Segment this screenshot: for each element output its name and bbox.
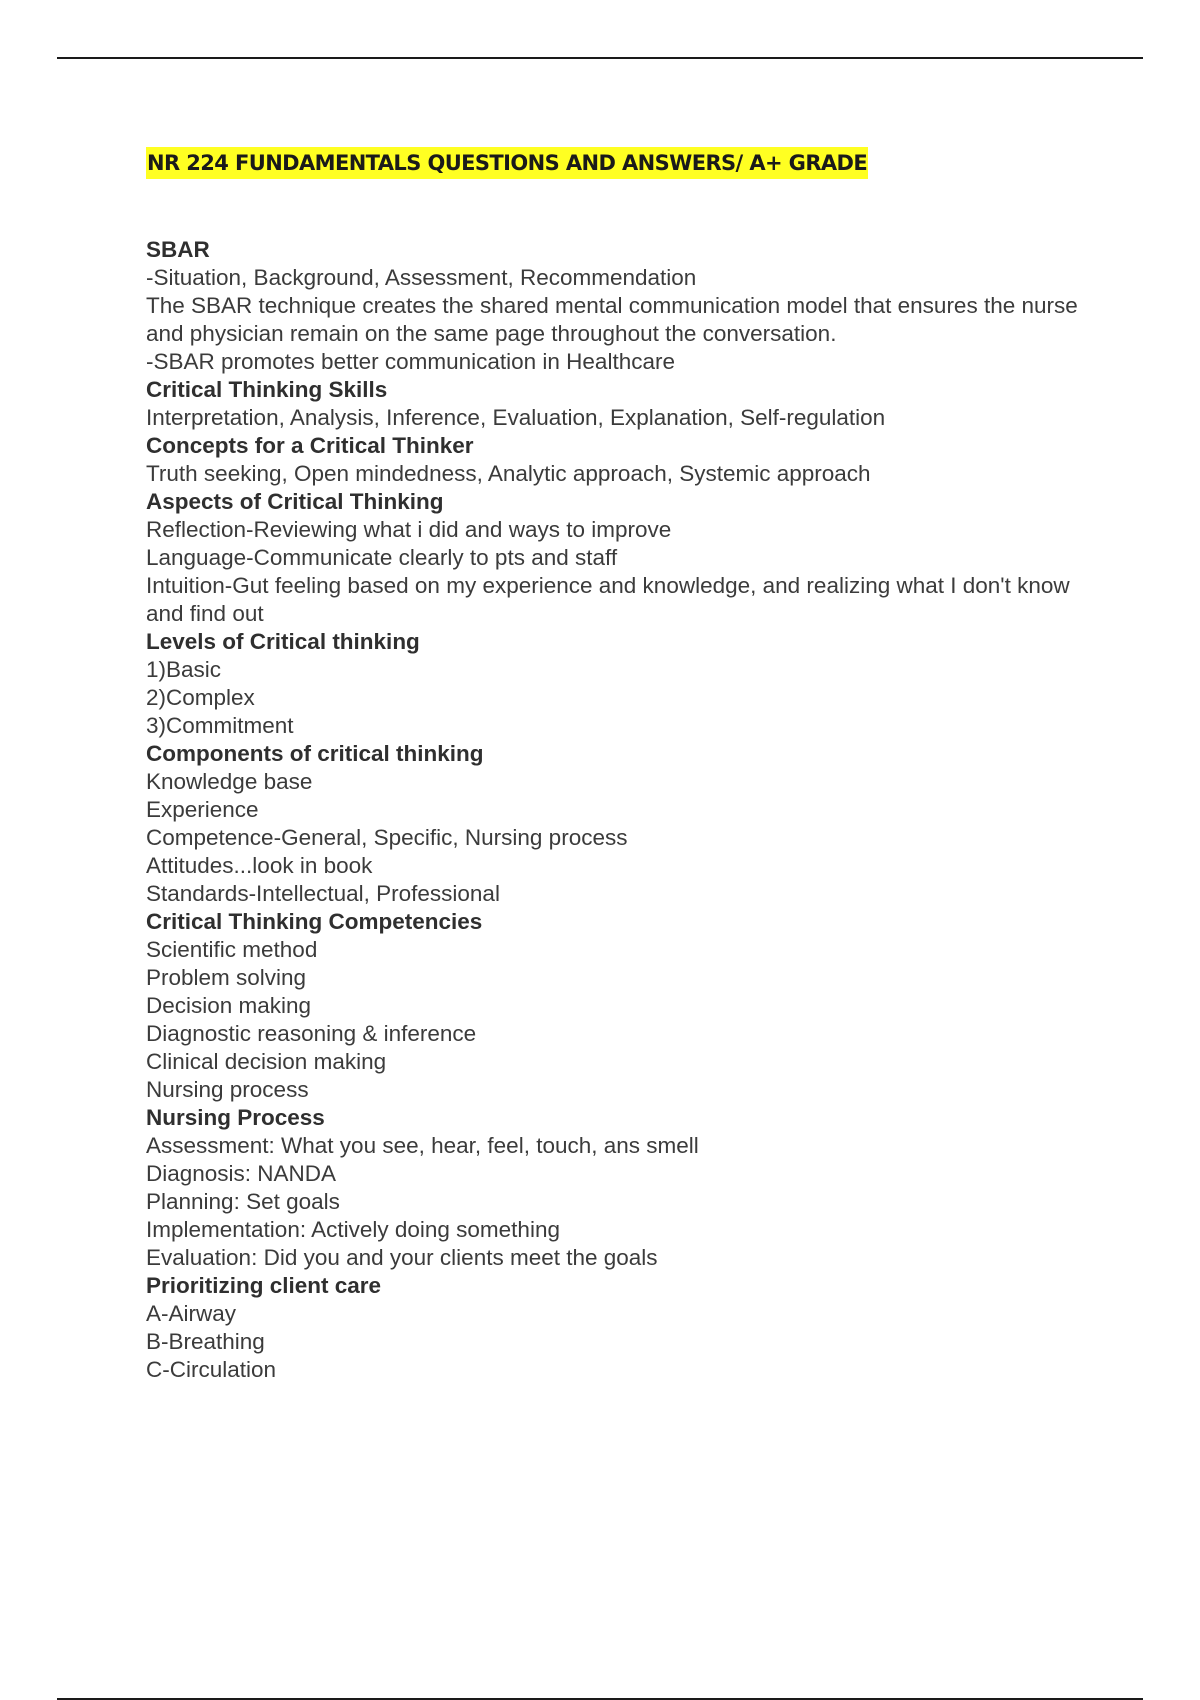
body-line: A-Airway — [146, 1301, 237, 1326]
body-line: Competence-General, Specific, Nursing process — [146, 825, 628, 850]
section-heading: Critical Thinking Competencies — [146, 909, 483, 934]
body-line: Truth seeking, Open mindedness, Analytic approach, Systemic approach — [146, 461, 871, 486]
section-heading: Levels of Critical thinking — [146, 629, 420, 654]
document-body — [146, 236, 1086, 1384]
body-line: Interpretation, Analysis, Inference, Evaluation, Explanation, Self-regulation — [146, 405, 886, 430]
section-heading: Nursing Process — [146, 1105, 325, 1130]
body-line: Assessment: What you see, hear, feel, touch, ans smell — [146, 1133, 699, 1158]
body-line: -SBAR promotes better communication in Healthcare — [146, 349, 675, 374]
section-heading: Critical Thinking Skills — [146, 377, 388, 402]
body-line: Implementation: Actively doing something — [146, 1217, 560, 1242]
body-line: The SBAR technique creates the shared mental communication model that ensures the nurse and physician remain on the same page throughout the conversation. — [146, 293, 1078, 346]
section-heading: Concepts for a Critical Thinker — [146, 433, 474, 458]
body-line: Standards-Intellectual, Professional — [146, 881, 500, 906]
body-line: Intuition-Gut feeling based on my experience and knowledge, and realizing what I don't know and find out — [146, 573, 1070, 626]
body-line: Scientific method — [146, 937, 318, 962]
body-line: Language-Communicate clearly to pts and staff — [146, 545, 618, 570]
body-line: Knowledge base — [146, 769, 313, 794]
section-heading: Aspects of Critical Thinking — [146, 489, 444, 514]
body-line: 2)Complex — [146, 685, 255, 710]
body-line: Planning: Set goals — [146, 1189, 340, 1214]
body-line: Experience — [146, 797, 259, 822]
top-rule — [57, 57, 1143, 59]
body-line: Decision making — [146, 993, 312, 1018]
body-line: Nursing process — [146, 1077, 309, 1102]
section-heading: Prioritizing client care — [146, 1273, 382, 1298]
body-line: C-Circulation — [146, 1357, 277, 1382]
body-line: B-Breathing — [146, 1329, 265, 1354]
section-heading: Components of critical thinking — [146, 741, 484, 766]
title-block — [146, 147, 868, 179]
body-line: Attitudes...look in book — [146, 853, 373, 878]
body-line: Diagnostic reasoning & inference — [146, 1021, 477, 1046]
body-line: Problem solving — [146, 965, 307, 990]
body-line: Evaluation: Did you and your clients meet the goals — [146, 1245, 658, 1270]
body-line: Diagnosis: NANDA — [146, 1161, 337, 1186]
body-line: Reflection-Reviewing what i did and ways to improve — [146, 517, 672, 542]
body-line: 3)Commitment — [146, 713, 294, 738]
body-line: Clinical decision making — [146, 1049, 387, 1074]
section-heading: SBAR — [146, 237, 210, 262]
body-line: -Situation, Background, Assessment, Recommendation — [146, 265, 697, 290]
document-title: NR 224 FUNDAMENTALS QUESTIONS AND ANSWERS/ A+ GRADE — [146, 147, 868, 179]
body-line: 1)Basic — [146, 657, 222, 682]
